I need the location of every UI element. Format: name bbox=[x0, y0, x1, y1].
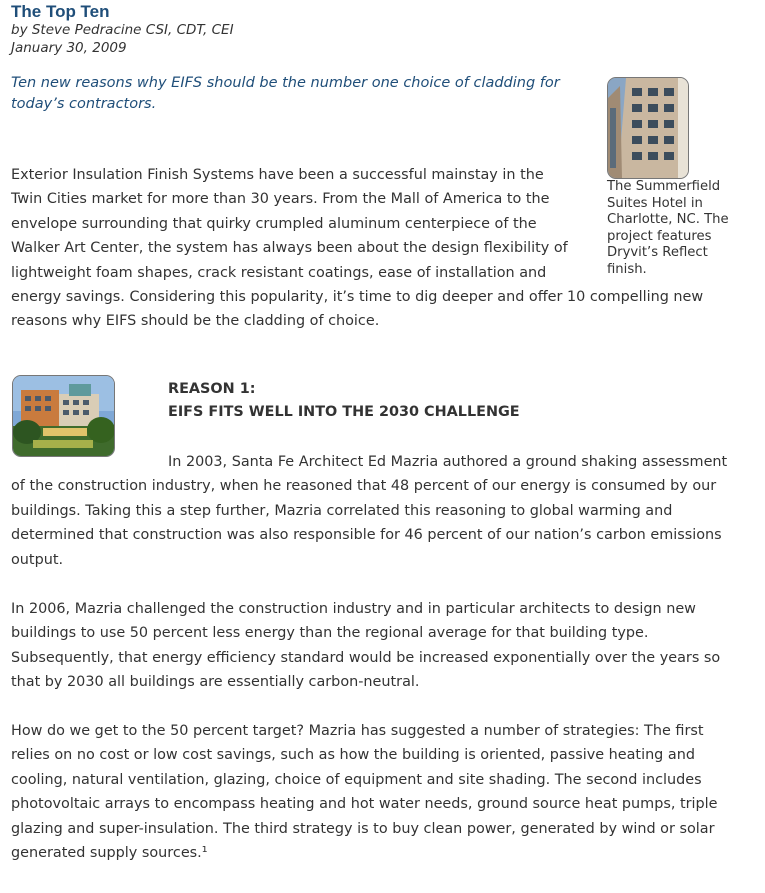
reason1-paragraph-3 bbox=[11, 719, 761, 865]
text-line: Walker Art Center, the system has always been about the design flexibility of bbox=[11, 240, 568, 257]
article-date: January 30, 2009 bbox=[11, 40, 127, 56]
text-line: lightweight foam shapes, crack resistant coatings, ease of installation and bbox=[11, 264, 547, 281]
caption-line: project features bbox=[607, 228, 712, 244]
text-line: relies on no cost or low cost savings, such as how the building is oriented, passive heating and bbox=[11, 747, 695, 764]
reason1-paragraph-2 bbox=[11, 597, 761, 695]
text-line: generated supply sources.¹ bbox=[11, 845, 208, 862]
article-title: The Top Ten bbox=[11, 2, 110, 21]
text-line: glazing and super-insulation. The third strategy is to buy clean power, generated by wind or solar bbox=[11, 820, 715, 837]
text-line: reasons why EIFS should be the cladding of choice. bbox=[11, 313, 380, 330]
text-line: In 2003, Santa Fe Architect Ed Mazria authored a ground shaking assessment bbox=[168, 454, 728, 470]
text-line: envelope surrounding that quirky crumpled aluminum centerpiece of the bbox=[11, 215, 537, 232]
intro-paragraph bbox=[11, 163, 751, 334]
text-line: In 2006, Mazria challenged the construction industry and in particular architects to design new bbox=[11, 601, 696, 617]
text-line: output. bbox=[11, 551, 64, 568]
reason1-photo bbox=[12, 375, 115, 457]
text-line: buildings. Taking this a step further, Mazria correlated this reasoning to global warming and bbox=[11, 502, 673, 519]
text-line: cooling, natural ventilation, glazing, choice of equipment and site shading. The second includes bbox=[11, 771, 702, 788]
caption-line: The Summerfield bbox=[607, 179, 721, 194]
text-line: buildings to use 50 percent less energy than the regional average for that building type. bbox=[11, 625, 649, 642]
caption-line: Dryvit’s Reflect bbox=[607, 245, 708, 260]
text-line: that by 2030 all buildings are essentially carbon-neutral. bbox=[11, 674, 420, 691]
text-line: Twin Cities market for more than 30 years. From the Mall of America to the bbox=[11, 191, 550, 208]
text-line: Exterior Insulation Finish Systems have been a successful mainstay in the bbox=[11, 167, 544, 183]
reason1-heading: EIFS FITS WELL INTO THE 2030 CHALLENGE bbox=[168, 404, 520, 420]
text-line: photovoltaic arrays to encompass heating and hot water needs, ground source heat pumps, triple bbox=[11, 796, 718, 813]
article-byline: by Steve Pedracine CSI, CDT, CEI bbox=[11, 22, 234, 38]
text-line: Subsequently, that energy efficiency standard would be increased exponentially over the years so bbox=[11, 649, 721, 666]
article-deck bbox=[11, 73, 601, 115]
text-line: How do we get to the 50 percent target? Mazria has suggested a number of strategies: The first bbox=[11, 723, 704, 739]
deck-line: Ten new reasons why EIFS should be the number one choice of cladding for bbox=[11, 75, 560, 91]
deck-line: today’s contractors. bbox=[11, 96, 157, 112]
caption-line: Suites Hotel in bbox=[607, 195, 703, 211]
reason1-paragraph-1 bbox=[11, 450, 761, 572]
text-line: energy savings. Considering this popularity, it’s time to dig deeper and offer 10 compelling new bbox=[11, 289, 704, 306]
text-line: of the construction industry, when he reasoned that 48 percent of our energy is consumed by our bbox=[11, 478, 717, 495]
text-line: determined that construction was also responsible for 46 percent of our nation’s carbon emissions bbox=[11, 527, 722, 544]
reason1-label: REASON 1: bbox=[168, 381, 256, 397]
caption-line: Charlotte, NC. The bbox=[607, 212, 729, 227]
caption-line: finish. bbox=[607, 261, 647, 277]
